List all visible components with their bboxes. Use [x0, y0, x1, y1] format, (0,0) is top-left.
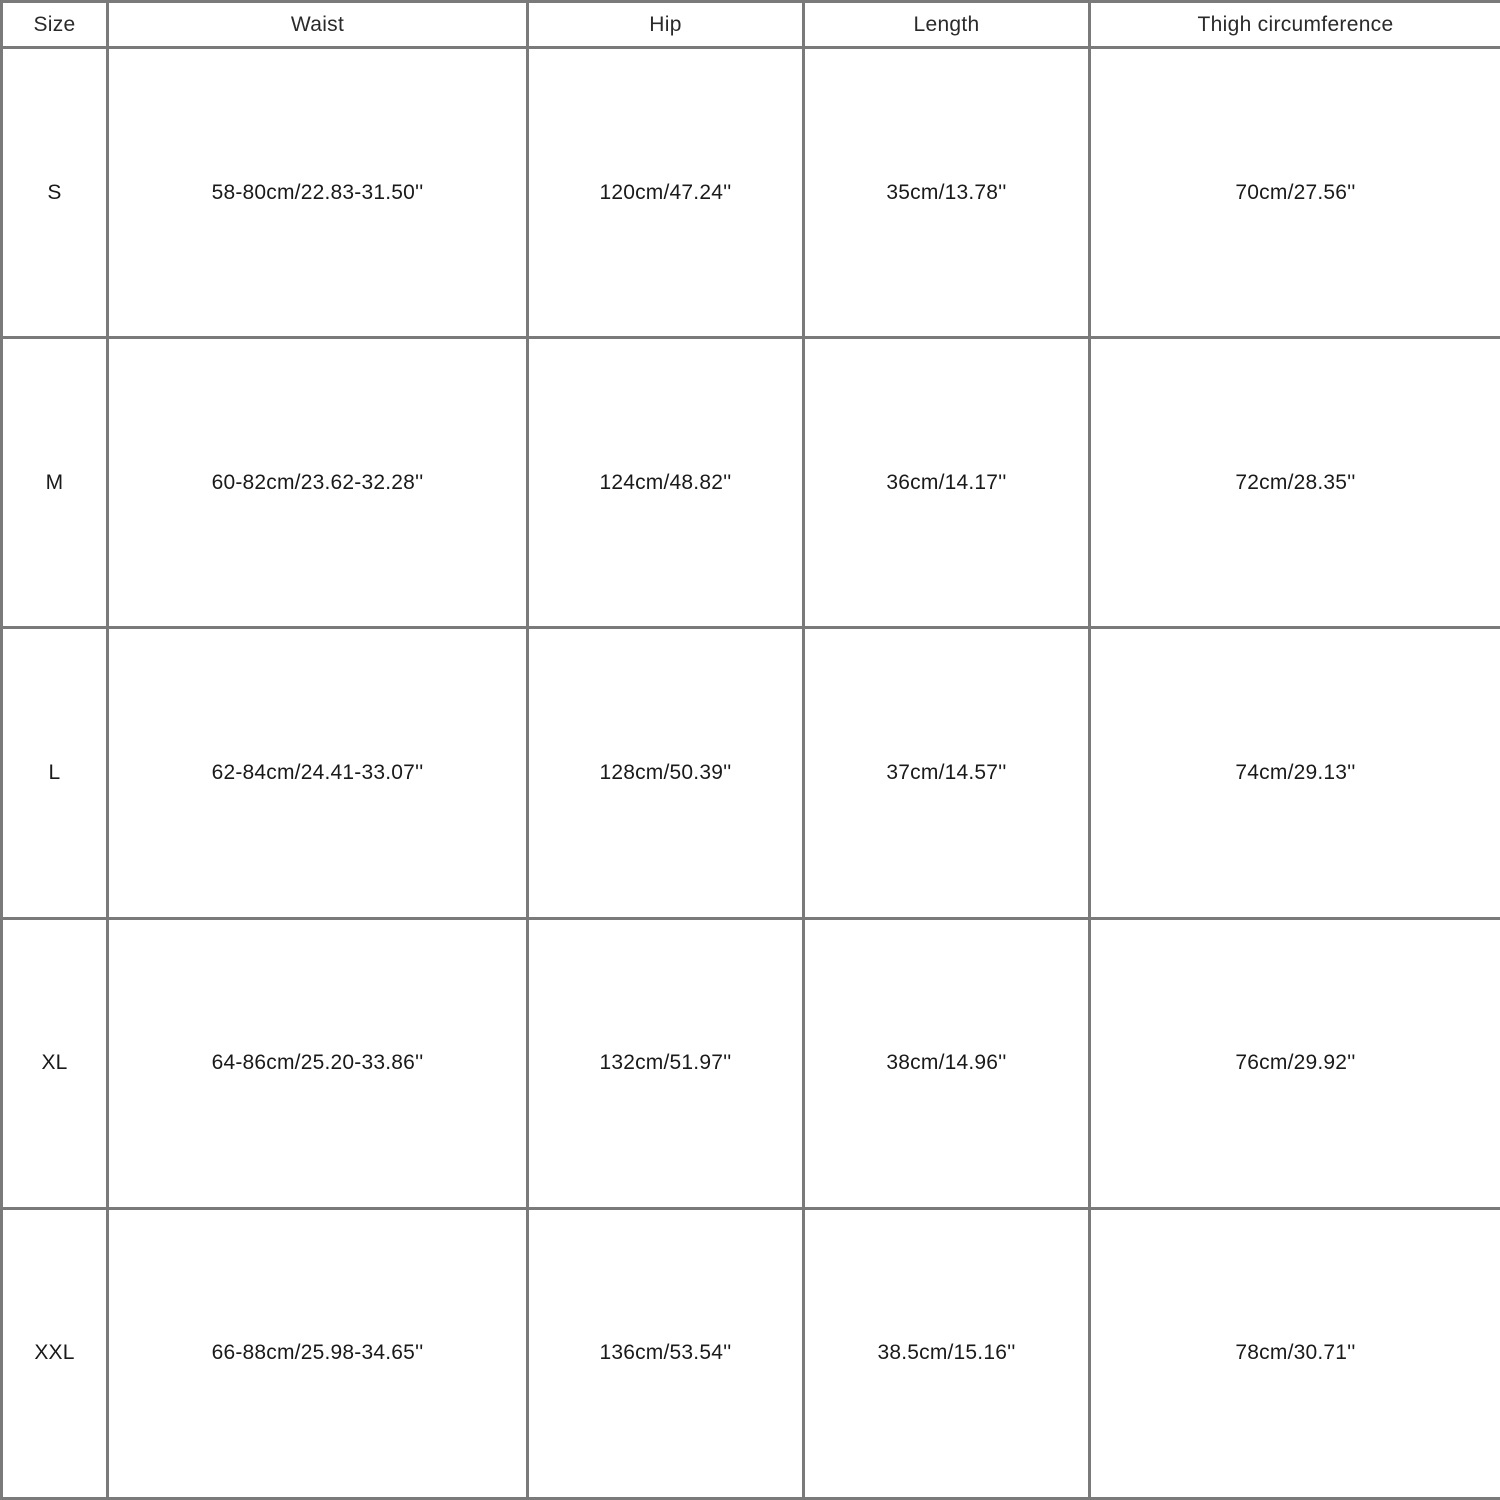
- header-thigh-circumference: Thigh circumference: [1090, 2, 1500, 48]
- table-row: [2, 338, 1500, 628]
- cell-waist: 60-82cm/23.62-32.28'': [108, 338, 528, 628]
- table-row: [2, 48, 1500, 338]
- cell-thigh: 76cm/29.92'': [1090, 918, 1500, 1208]
- header-row: [2, 2, 1500, 48]
- cell-length: 38.5cm/15.16'': [804, 1208, 1090, 1498]
- cell-thigh: 74cm/29.13'': [1090, 628, 1500, 918]
- cell-size: XL: [2, 918, 108, 1208]
- cell-length: 37cm/14.57'': [804, 628, 1090, 918]
- table-row: [2, 628, 1500, 918]
- cell-hip: 124cm/48.82'': [528, 338, 804, 628]
- cell-size: XXL: [2, 1208, 108, 1498]
- header-length: Length: [804, 2, 1090, 48]
- cell-waist: 62-84cm/24.41-33.07'': [108, 628, 528, 918]
- header-waist: Waist: [108, 2, 528, 48]
- cell-waist: 66-88cm/25.98-34.65'': [108, 1208, 528, 1498]
- cell-size: L: [2, 628, 108, 918]
- cell-length: 38cm/14.96'': [804, 918, 1090, 1208]
- table-row: [2, 918, 1500, 1208]
- cell-thigh: 70cm/27.56'': [1090, 48, 1500, 338]
- table-row: [2, 1208, 1500, 1498]
- cell-length: 36cm/14.17'': [804, 338, 1090, 628]
- cell-size: S: [2, 48, 108, 338]
- cell-thigh: 72cm/28.35'': [1090, 338, 1500, 628]
- cell-hip: 136cm/53.54'': [528, 1208, 804, 1498]
- header-size: Size: [2, 2, 108, 48]
- cell-hip: 128cm/50.39'': [528, 628, 804, 918]
- header-hip: Hip: [528, 2, 804, 48]
- cell-hip: 120cm/47.24'': [528, 48, 804, 338]
- cell-waist: 58-80cm/22.83-31.50'': [108, 48, 528, 338]
- cell-hip: 132cm/51.97'': [528, 918, 804, 1208]
- cell-length: 35cm/13.78'': [804, 48, 1090, 338]
- cell-waist: 64-86cm/25.20-33.86'': [108, 918, 528, 1208]
- cell-size: M: [2, 338, 108, 628]
- cell-thigh: 78cm/30.71'': [1090, 1208, 1500, 1498]
